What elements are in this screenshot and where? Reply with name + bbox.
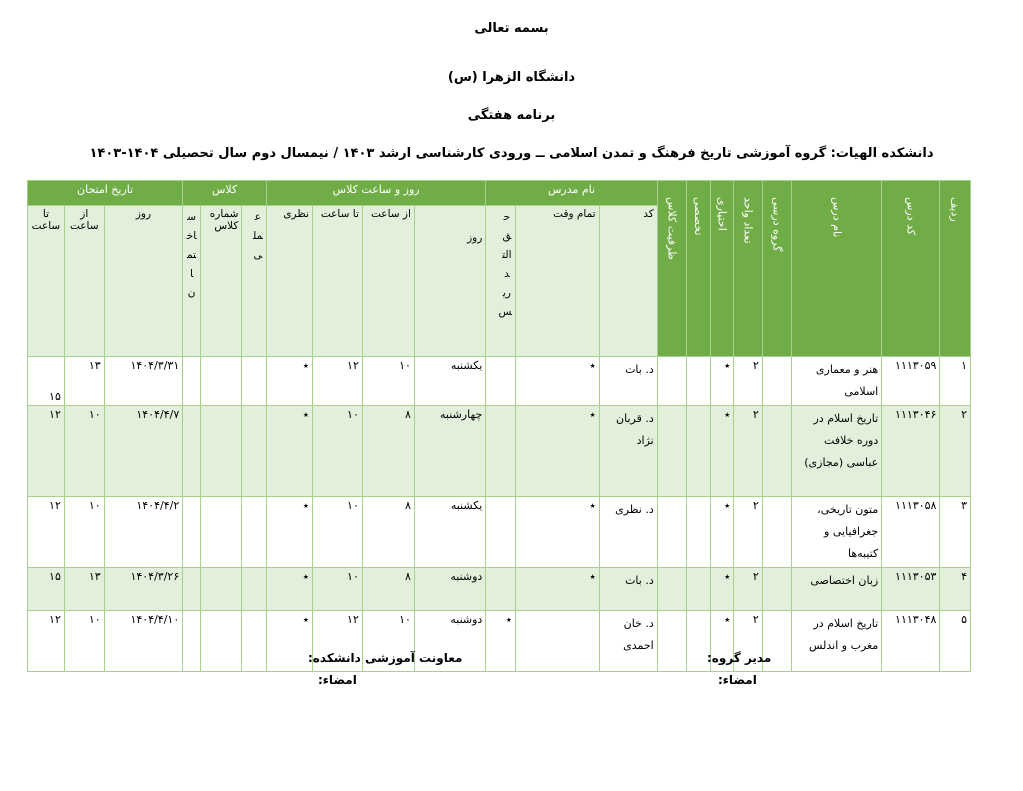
col-teacher-code: کد bbox=[599, 206, 657, 357]
cell-full: ٭ bbox=[515, 568, 599, 611]
cell-day: دوشنبه bbox=[414, 611, 485, 672]
cell-to: ۱۰ bbox=[312, 497, 362, 568]
cell-to: ۱۰ bbox=[312, 406, 362, 497]
cell-theory: ٭ bbox=[266, 406, 312, 497]
cell-eday: ۱۴۰۴/۴/۷ bbox=[104, 406, 183, 497]
col-theory: نظری bbox=[266, 206, 312, 357]
cell-empty bbox=[242, 568, 266, 611]
col-building: ساختمان bbox=[183, 206, 200, 357]
col-course-name: نام درس bbox=[792, 181, 882, 357]
group-head-label: مدیر گروه: bbox=[707, 651, 772, 665]
cell-to: ۱۲ bbox=[312, 611, 362, 672]
cell-empty bbox=[687, 357, 710, 406]
group-head-sign: امضاء: bbox=[718, 673, 757, 687]
col-day: روز bbox=[414, 206, 485, 357]
col-room: شماره کلاس bbox=[200, 206, 242, 357]
col-full-time: تمام وقت bbox=[515, 206, 599, 357]
cell-day: دوشنبه bbox=[414, 568, 485, 611]
col-course-group: گروه درسی bbox=[762, 181, 792, 357]
cell-empty bbox=[200, 406, 242, 497]
cell-tuition bbox=[486, 568, 516, 611]
cell-empty bbox=[657, 497, 687, 568]
doc-title: برنامه هفتگی bbox=[467, 108, 556, 123]
col-from-hour: از ساعت bbox=[362, 206, 414, 357]
cell-empty bbox=[242, 497, 266, 568]
cell-empty bbox=[183, 611, 200, 672]
cell-empty bbox=[687, 568, 710, 611]
cell-empty bbox=[242, 611, 266, 672]
cell-tuition bbox=[486, 406, 516, 497]
table-row bbox=[28, 568, 971, 611]
deputy-sign: امضاء: bbox=[318, 673, 357, 687]
cell-eto: ۱۵ bbox=[28, 568, 65, 611]
cell-name: تاریخ اسلام در دوره خلافت عباسی (مجازی) bbox=[792, 406, 882, 497]
cell-full: ٭ bbox=[515, 357, 599, 406]
cell-eday: ۱۴۰۴/۴/۲ bbox=[104, 497, 183, 568]
cell-n: ۴ bbox=[940, 568, 971, 611]
cell-from: ۸ bbox=[362, 497, 414, 568]
cell-theory: ٭ bbox=[266, 357, 312, 406]
group-class: کلاس bbox=[183, 181, 267, 206]
cell-teacher: د. بات bbox=[599, 357, 657, 406]
group-exam-date: تاریخ امتحان bbox=[28, 181, 183, 206]
cell-code: ۱۱۱۳۰۴۶ bbox=[882, 406, 940, 497]
cell-from: ۱۰ bbox=[362, 357, 414, 406]
col-elective: اختیاری bbox=[710, 181, 733, 357]
col-exam-from: از ساعت bbox=[64, 206, 104, 357]
cell-code: ۱۱۱۳۰۵۳ bbox=[882, 568, 940, 611]
cell-mark: ٭ bbox=[710, 357, 733, 406]
cell-empty bbox=[242, 357, 266, 406]
cell-empty bbox=[200, 497, 242, 568]
cell-theory: ٭ bbox=[266, 611, 312, 672]
cell-name: هنر و معماری اسلامی bbox=[792, 357, 882, 406]
schedule-table bbox=[27, 180, 971, 672]
cell-empty bbox=[657, 406, 687, 497]
cell-efrom: ۱۳ bbox=[64, 568, 104, 611]
cell-eto: ۱۲ bbox=[28, 497, 65, 568]
cell-empty bbox=[687, 406, 710, 497]
cell-empty bbox=[183, 406, 200, 497]
cell-day: چهارشنبه bbox=[414, 406, 485, 497]
cell-empty bbox=[183, 497, 200, 568]
cell-empty bbox=[200, 611, 242, 672]
cell-eday: ۱۴۰۴/۴/۱۰ bbox=[104, 611, 183, 672]
cell-tuition bbox=[486, 497, 516, 568]
cell-empty bbox=[183, 568, 200, 611]
group-teacher: نام مدرس bbox=[486, 181, 657, 206]
cell-n: ۳ bbox=[940, 497, 971, 568]
cell-efrom: ۱۳ bbox=[64, 357, 104, 406]
cell-eday: ۱۴۰۴/۳/۲۶ bbox=[104, 568, 183, 611]
cell-eto: ۱۲ bbox=[28, 611, 65, 672]
cell-code: ۱۱۱۳۰۴۸ bbox=[882, 611, 940, 672]
col-to-hour: تا ساعت bbox=[312, 206, 362, 357]
cell-mark: ٭ bbox=[710, 568, 733, 611]
cell-day: یکشنبه bbox=[414, 357, 485, 406]
cell-empty bbox=[200, 568, 242, 611]
deputy-label: معاونت آموزشی دانشکده: bbox=[308, 651, 463, 665]
cell-empty bbox=[242, 406, 266, 497]
cell-empty bbox=[200, 357, 242, 406]
cell-empty bbox=[657, 611, 687, 672]
cell-from: ۸ bbox=[362, 406, 414, 497]
cell-code: ۱۱۱۳۰۵۹ bbox=[882, 357, 940, 406]
doc-heading-bismillah: بسمه تعالی bbox=[474, 21, 549, 36]
cell-mark: ٭ bbox=[710, 406, 733, 497]
cell-empty bbox=[762, 357, 792, 406]
cell-name: متون تاریخی، جغرافیایی و کتیبه‌ها bbox=[792, 497, 882, 568]
faculty-line: دانشکده الهیات: گروه آموزشی تاریخ فرهنگ و تمدن اسلامی ــ ورودی کارشناسی ارشد ۱۴۰۳ / نیمسال دوم سال تحصیلی ۱۴۰۴-۱۴۰۳ bbox=[89, 146, 934, 161]
cell-units: ۲ bbox=[734, 611, 763, 672]
cell-code: ۱۱۱۳۰۵۸ bbox=[882, 497, 940, 568]
cell-full: ٭ bbox=[515, 406, 599, 497]
cell-n: ۲ bbox=[940, 406, 971, 497]
cell-name: زبان اختصاصی bbox=[792, 568, 882, 611]
cell-teacher: د. بات bbox=[599, 568, 657, 611]
col-exam-to: تا ساعت bbox=[28, 206, 65, 357]
cell-name: تاریخ اسلام در مغرب و اندلس bbox=[792, 611, 882, 672]
col-row: ردیف bbox=[940, 181, 971, 357]
cell-teacher: د. خان احمدی bbox=[599, 611, 657, 672]
cell-theory: ٭ bbox=[266, 497, 312, 568]
cell-teacher: د. نظری bbox=[599, 497, 657, 568]
cell-units: ۲ bbox=[734, 497, 763, 568]
table-row bbox=[28, 497, 971, 568]
cell-mark: ٭ bbox=[710, 611, 733, 672]
cell-eto: ۱۵ bbox=[28, 357, 65, 406]
cell-empty bbox=[762, 497, 792, 568]
cell-units: ۲ bbox=[734, 357, 763, 406]
col-course-code: کد درس bbox=[882, 181, 940, 357]
col-capacity: ظرفیت کلاس bbox=[657, 181, 687, 357]
cell-to: ۱۰ bbox=[312, 568, 362, 611]
cell-from: ۸ bbox=[362, 568, 414, 611]
cell-empty bbox=[687, 497, 710, 568]
cell-n: ۱ bbox=[940, 357, 971, 406]
cell-efrom: ۱۰ bbox=[64, 611, 104, 672]
cell-eday: ۱۴۰۴/۳/۳۱ bbox=[104, 357, 183, 406]
table-row bbox=[28, 611, 971, 672]
col-tuition: حق التدریس bbox=[486, 206, 516, 357]
col-practical: عملی bbox=[242, 206, 266, 357]
group-day-time: روز و ساعت کلاس bbox=[266, 181, 485, 206]
cell-n: ۵ bbox=[940, 611, 971, 672]
cell-empty bbox=[657, 568, 687, 611]
cell-from: ۱۰ bbox=[362, 611, 414, 672]
cell-to: ۱۲ bbox=[312, 357, 362, 406]
cell-tuition bbox=[486, 357, 516, 406]
cell-efrom: ۱۰ bbox=[64, 497, 104, 568]
university-name: دانشگاه الزهرا (س) bbox=[447, 70, 576, 85]
cell-day: یکشنبه bbox=[414, 497, 485, 568]
cell-eto: ۱۲ bbox=[28, 406, 65, 497]
cell-units: ۲ bbox=[734, 568, 763, 611]
cell-teacher: د. قربان نژاد bbox=[599, 406, 657, 497]
table-row bbox=[28, 357, 971, 406]
cell-empty bbox=[657, 357, 687, 406]
cell-empty bbox=[762, 568, 792, 611]
cell-empty bbox=[183, 357, 200, 406]
cell-mark: ٭ bbox=[710, 497, 733, 568]
col-units: تعداد واحد bbox=[734, 181, 763, 357]
col-exam-day: روز bbox=[104, 206, 183, 357]
cell-units: ۲ bbox=[734, 406, 763, 497]
cell-full bbox=[515, 611, 599, 672]
cell-efrom: ۱۰ bbox=[64, 406, 104, 497]
table-row bbox=[28, 406, 971, 497]
cell-empty bbox=[762, 406, 792, 497]
col-general: تخصصی bbox=[687, 181, 710, 357]
cell-tuition: ٭ bbox=[486, 611, 516, 672]
cell-full: ٭ bbox=[515, 497, 599, 568]
cell-theory: ٭ bbox=[266, 568, 312, 611]
